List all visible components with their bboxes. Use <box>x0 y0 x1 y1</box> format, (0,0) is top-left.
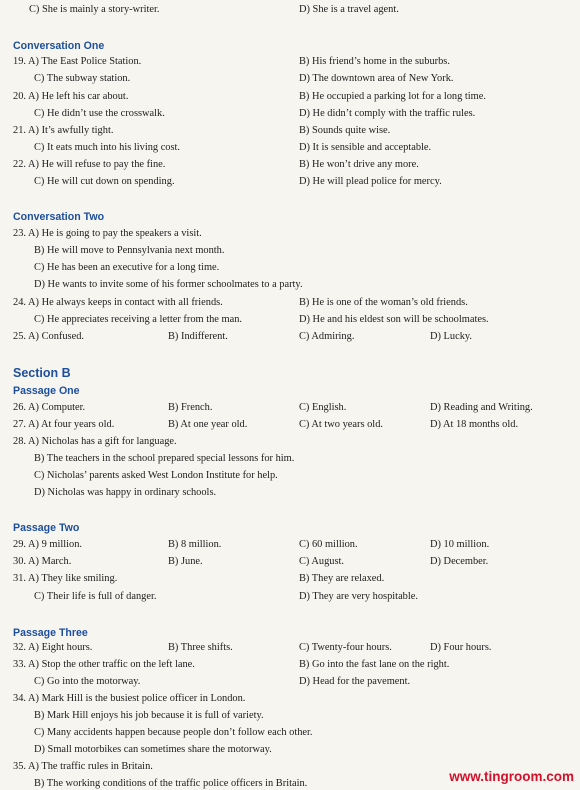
question-21: 21. A) It’s awfully tight. <box>13 125 114 136</box>
option-text: D) Four hours. <box>430 642 492 653</box>
option-text: D) She is a travel agent. <box>299 4 399 15</box>
option-text: D) Small motorbikes can sometimes share the motorway. <box>34 744 272 755</box>
option-text: C) He will cut down on spending. <box>34 176 175 187</box>
option-text: D) At 18 months old. <box>430 419 519 430</box>
option-text: B) June. <box>168 556 203 567</box>
option-text: B) 8 million. <box>168 539 222 550</box>
option-text: B) The teachers in the school prepared special lessons for him. <box>34 453 295 464</box>
option-text: D) Head for the pavement. <box>299 676 411 687</box>
option-text: B) Sounds quite wise. <box>299 125 391 136</box>
option-text: B) He will move to Pennsylvania next month. <box>34 245 225 256</box>
option-text: D) They are very hospitable. <box>299 591 418 602</box>
question-28: 28. A) Nicholas has a gift for language. <box>13 436 177 447</box>
option-text: C) Admiring. <box>299 331 355 342</box>
question-26: 26. A) Computer. <box>13 402 86 413</box>
question-34: 34. A) Mark Hill is the busiest police officer in London. <box>13 693 246 704</box>
option-text: C) Nicholas’ parents asked West London Institute for help. <box>34 470 278 481</box>
question-30: 30. A) March. <box>13 556 72 567</box>
option-text: B) At one year old. <box>168 419 248 430</box>
conversation-one-heading: Conversation One <box>13 40 105 52</box>
question-35: 35. A) The traffic rules in Britain. <box>13 761 153 772</box>
question-32: 32. A) Eight hours. <box>13 642 93 653</box>
option-text: B) He occupied a parking lot for a long time. <box>299 91 486 102</box>
option-text: C) Go into the motorway. <box>34 676 141 687</box>
option-text: C) It eats much into his living cost. <box>34 142 181 153</box>
question-29: 29. A) 9 million. <box>13 539 82 550</box>
option-text: C) Many accidents happen because people don’t follow each other. <box>34 727 313 738</box>
passage-three-heading: Passage Three <box>13 627 88 639</box>
option-text: B) Go into the fast lane on the right. <box>299 659 450 670</box>
passage-two-heading: Passage Two <box>13 522 80 534</box>
option-text: C) August. <box>299 556 345 567</box>
option-text: C) 60 million. <box>299 539 358 550</box>
option-text: C) He appreciates receiving a letter from the man. <box>34 314 243 325</box>
option-text: B) He is one of the woman’s old friends. <box>299 297 468 308</box>
option-text: D) 10 million. <box>430 539 490 550</box>
option-text: C) The subway station. <box>34 73 131 84</box>
option-text: D) Nicholas was happy in ordinary schools. <box>34 487 217 498</box>
option-text: C) He has been an executive for a long time. <box>34 262 220 273</box>
option-text: C) At two years old. <box>299 419 383 430</box>
option-text: B) They are relaxed. <box>299 573 385 584</box>
option-text: B) Mark Hill enjoys his job because it is full of variety. <box>34 710 264 721</box>
option-text: D) Reading and Writing. <box>430 402 533 413</box>
option-text: B) He won’t drive any more. <box>299 159 419 170</box>
section-b-heading: Section B <box>13 366 71 380</box>
question-27: 27. A) At four years old. <box>13 419 115 430</box>
option-text: D) It is sensible and acceptable. <box>299 142 432 153</box>
option-text: D) He will plead police for mercy. <box>299 176 442 187</box>
option-text: C) Twenty-four hours. <box>299 642 392 653</box>
option-text: B) His friend’s home in the suburbs. <box>299 56 450 67</box>
question-33: 33. A) Stop the other traffic on the left lane. <box>13 659 195 670</box>
question-23: 23. A) He is going to pay the speakers a visit. <box>13 228 202 239</box>
option-text: C) He didn’t use the crosswalk. <box>34 108 165 119</box>
option-text: D) The downtown area of New York. <box>299 73 454 84</box>
question-20: 20. A) He left his car about. <box>13 91 129 102</box>
option-text: C) She is mainly a story-writer. <box>29 4 160 15</box>
question-19: 19. A) The East Police Station. <box>13 56 142 67</box>
question-24: 24. A) He always keeps in contact with all friends. <box>13 297 223 308</box>
option-text: C) Their life is full of danger. <box>34 591 157 602</box>
option-text: D) He didn’t comply with the traffic rules. <box>299 108 476 119</box>
option-text: B) Three shifts. <box>168 642 233 653</box>
option-text: D) Lucky. <box>430 331 473 342</box>
question-22: 22. A) He will refuse to pay the fine. <box>13 159 166 170</box>
option-text: B) French. <box>168 402 213 413</box>
option-text: D) He wants to invite some of his former schoolmates to a party. <box>34 279 303 290</box>
conversation-two-heading: Conversation Two <box>13 211 105 223</box>
option-text: D) December. <box>430 556 489 567</box>
question-31: 31. A) They like smiling. <box>13 573 118 584</box>
option-text: B) Indifferent. <box>168 331 228 342</box>
passage-one-heading: Passage One <box>13 385 80 397</box>
option-text: B) The working conditions of the traffic police officers in Britain. <box>34 778 308 789</box>
option-text: D) He and his eldest son will be schoolmates. <box>299 314 489 325</box>
option-text: C) English. <box>299 402 347 413</box>
question-25: 25. A) Confused. <box>13 331 84 342</box>
watermark-text: www.tingroom.com <box>449 769 574 784</box>
